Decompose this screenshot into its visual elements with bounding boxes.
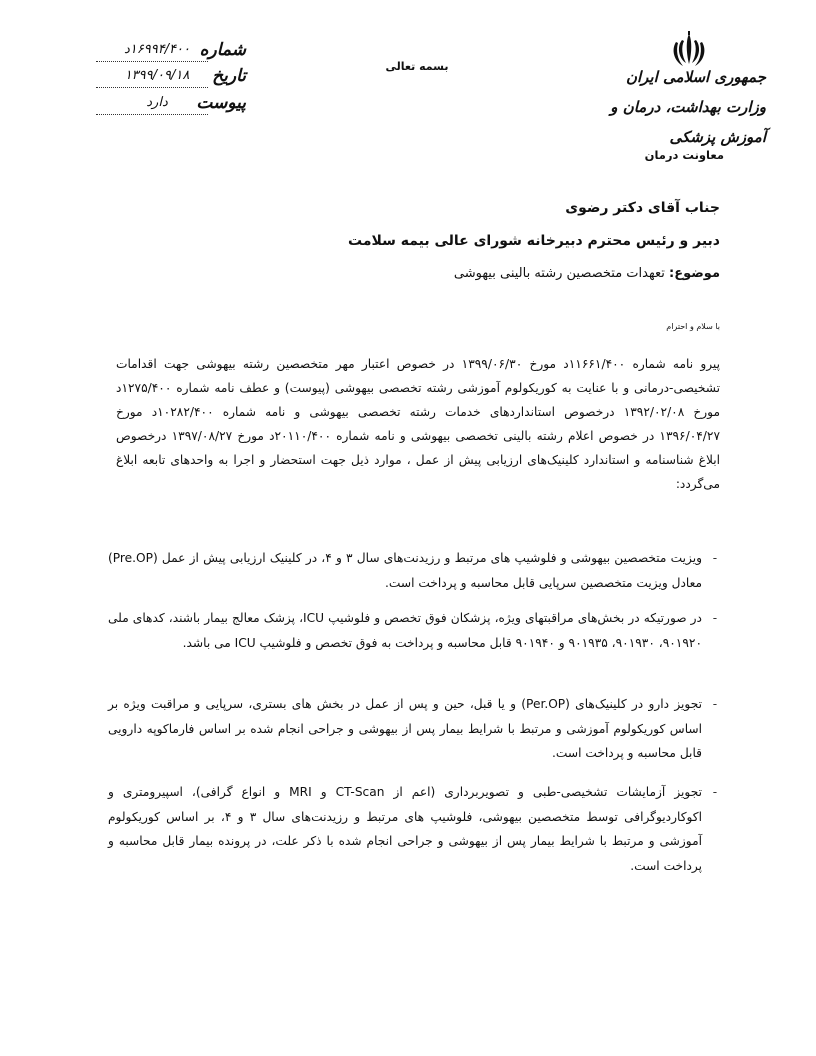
bullet-mark: - xyxy=(712,611,718,625)
letter-attachment xyxy=(96,93,246,117)
addressee-title: دبیر و رئیس محترم دبیرخانه شورای عالی بیمه سلامت xyxy=(348,233,720,249)
deputy-name: معاونت درمان xyxy=(644,148,724,162)
addressee-name: جناب آقای دکتر رضوی xyxy=(565,200,720,216)
date-line xyxy=(96,87,208,88)
number-label: شماره xyxy=(199,40,246,60)
attachment-label: پیوست xyxy=(196,93,246,113)
bismillah: بسمه تعالی xyxy=(385,60,449,73)
greeting: با سلام و احترام xyxy=(666,322,720,331)
ministry-line2: وزارت بهداشت، درمان و آموزش پزشکی xyxy=(610,98,766,146)
number-value: ۱۶۹۹۴/۴۰۰د xyxy=(123,42,191,57)
number-line xyxy=(96,61,208,62)
intro-paragraph: پیرو نامه شماره ۱۱۶۶۱/۴۰۰د مورخ ۱۳۹۹/۰۶/۳۰ در خصوص اعتبار مهر متخصصین رشته بیهوشی جهت اقدامات تشخیصی-درمانی و با عنایت به کوریکولوم آموزشی رشته تخصصی بیهوشی (پیوست) و عطف نامه شماره ۱۲۷۵/۴۰۰د مورخ ۱۳۹۲/۰۲/۰۸ درخصوص استانداردهای خدمات رشته تخصصی بیهوشی و نامه شماره ۱۰۲۸۲/۴۰۰د مورخ ۱۳۹۶/۰۴/۲۷ در خصوص اعلام رشته بالینی تخصصی بیهوشی و نامه شماره ۲۰۱۱۰/۴۰۰د مورخ ۱۳۹۷/۰۸/۲۷ درخصوص ابلاغ شناسنامه و استاندارد کلینیک‌های ارزیابی پیش از عمل ، موارد ذیل جهت استحضار و اجرا به واحدهای تابعه ابلاغ می‌گردد: xyxy=(116,357,720,491)
list-item xyxy=(108,692,720,766)
date-label: تاریخ xyxy=(212,66,246,86)
ministry-name xyxy=(601,62,766,152)
list-item-text: تجویز آزمایشات تشخیصی-طبی و تصویربرداری (اعم از CT-Scan و MRI و انواع گرافی)، اسپیرومتری و اکوکاردیوگرافی توسط متخصصین بیهوشی، فلوشیپ های مرتبط و رزیدنت‌های سال ۳ و ۴، بر اساس کوریکولوم آموزشی و مرتبط با شرایط بیمار پس از بیهوشی و جراحی انجام شده با ذکر علت، در پرونده بیمار قابل محاسبه و پرداخت است. xyxy=(108,785,702,873)
bullet-mark: - xyxy=(712,785,718,799)
subject-label: موضوع: xyxy=(669,266,720,281)
subject-text: تعهدات متخصصین رشته بالینی بیهوشی xyxy=(453,266,669,281)
letter-number xyxy=(96,40,246,64)
letter-date xyxy=(96,66,246,90)
subject-line xyxy=(454,266,720,281)
list-item-text: ویزیت متخصصین بیهوشی و فلوشیپ های مرتبط و رزیدنت‌های سال ۳ و ۴، در کلینیک ارزیابی پیش از عمل (Pre.OP) معادل ویزیت متخصصین سرپایی قابل محاسبه و پرداخت است. xyxy=(108,551,703,590)
attachment-value: دارد xyxy=(146,95,168,110)
list-item-text: تجویز دارو در کلینیک‌های (Per.OP) و یا قبل، حین و پس از عمل در بخش های بستری، سرپایی و مراقبت ویژه بر اساس کوریکولوم آموزشی و مرتبط با شرایط بیمار پس از بیهوشی و جراحی انجام شده بر اساس فارماکوپه دارویی قابل محاسبه و پرداخت است. xyxy=(108,697,702,760)
list-item xyxy=(108,546,720,595)
list-item xyxy=(108,606,720,655)
ministry-line1: جمهوری اسلامی ایران xyxy=(625,68,766,86)
list-item-text: در صورتیکه در بخش‌های مراقبتهای ویژه، پزشکان فوق تخصص و فلوشیپ ICU، پزشک معالج بیمار باشند، کدهای ملی ۹۰۱۹۲۰، ۹۰۱۹۳۰، ۹۰۱۹۳۵ و ۹۰۱۹۴۰ قابل محاسبه و پرداخت به فوق تخصص و فلوشیپ ICU می باشد. xyxy=(108,611,702,650)
list-item xyxy=(108,780,720,878)
attachment-line xyxy=(96,114,208,115)
bullet-mark: - xyxy=(712,697,718,711)
date-value: ۱۳۹۹/۰۹/۱۸ xyxy=(124,68,190,83)
bullet-mark: - xyxy=(712,551,718,565)
